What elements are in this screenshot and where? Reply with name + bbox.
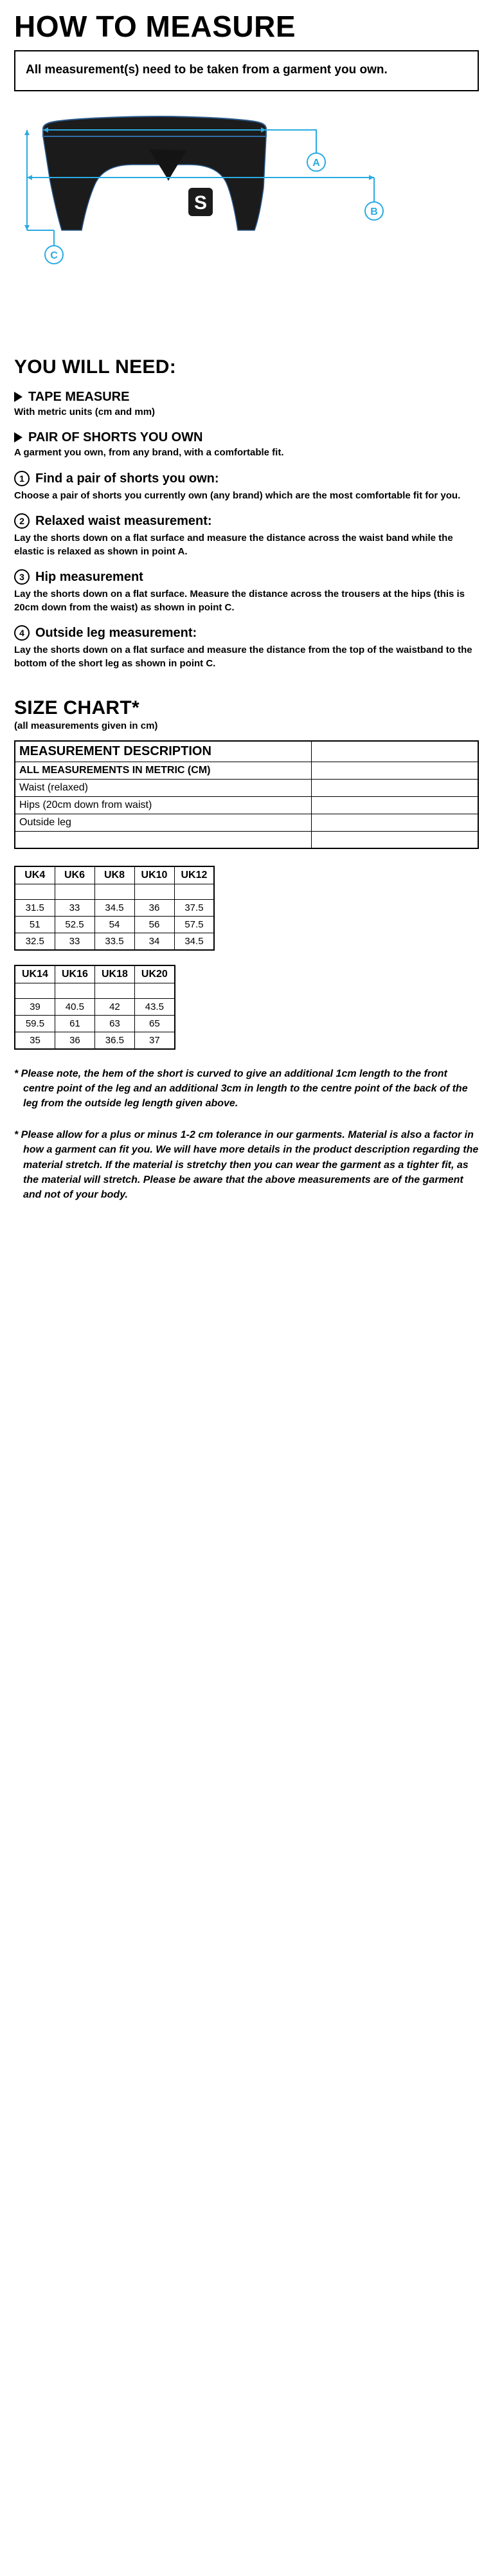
step-number: 2 [14, 513, 30, 529]
step-body: Choose a pair of shorts you currently own (any brand) which are the most comfortable fit for you. [14, 490, 461, 502]
table-row [15, 983, 175, 998]
size-cell [94, 983, 134, 998]
desc-table-subheader-spacer [311, 762, 478, 780]
size-cell: 33 [55, 933, 94, 950]
size-cell: 34.5 [94, 899, 134, 916]
svg-text:B: B [370, 206, 378, 217]
page-title: HOW TO MEASURE [14, 10, 296, 43]
step-1 [14, 471, 479, 502]
size-cell: 54 [94, 916, 134, 933]
shorts-diagram [14, 111, 479, 329]
size-cell: 32.5 [15, 933, 55, 950]
triangle-bullet-icon [14, 392, 22, 402]
table-row [15, 965, 175, 983]
size-cell [55, 884, 94, 899]
table-row [15, 899, 214, 916]
label-a [307, 153, 325, 171]
table-row [15, 780, 478, 797]
size-cell: 61 [55, 1015, 94, 1032]
table-row [15, 998, 175, 1015]
size-cell: 57.5 [174, 916, 214, 933]
step-title: Hip measurement [35, 569, 143, 584]
desc-row-label [15, 832, 311, 848]
shorts-diagram-svg [14, 111, 479, 329]
size-cell: 36 [55, 1032, 94, 1049]
table-row [15, 1032, 175, 1049]
intro-text: All measurement(s) need to be taken from a garment you own. [26, 63, 388, 77]
size-cell: 51 [15, 916, 55, 933]
size-cell: 56 [134, 916, 174, 933]
size-table-uk14-uk20 [14, 965, 175, 1050]
size-cell [134, 983, 174, 998]
step-title: Outside leg measurement: [35, 625, 197, 640]
size-cell: 36 [134, 899, 174, 916]
size-cell [94, 884, 134, 899]
step-2 [14, 513, 479, 558]
size-cell: 39 [15, 998, 55, 1015]
size-header: UK20 [134, 965, 174, 983]
desc-row-label: Outside leg [15, 814, 311, 832]
size-cell: 33.5 [94, 933, 134, 950]
triangle-bullet-icon [14, 432, 22, 443]
size-header: UK10 [134, 866, 174, 884]
size-header: UK8 [94, 866, 134, 884]
need-item-sub: A garment you own, from any brand, with a comfortable fit. [14, 446, 284, 458]
size-cell: 35 [15, 1032, 55, 1049]
you-will-need-heading: YOU WILL NEED: [14, 356, 176, 378]
size-cell: 40.5 [55, 998, 94, 1015]
size-cell [55, 983, 94, 998]
table-row [15, 916, 214, 933]
table-row [15, 762, 478, 780]
label-c [45, 246, 63, 264]
desc-table-subheader: ALL MEASUREMENTS IN METRIC (CM) [15, 762, 311, 780]
size-cell: 59.5 [15, 1015, 55, 1032]
desc-table-header: MEASUREMENT DESCRIPTION [15, 741, 311, 762]
step-number: 1 [14, 471, 30, 486]
step-number: 4 [14, 625, 30, 641]
step-title: Find a pair of shorts you own: [35, 471, 219, 486]
brand-mark: S [193, 192, 208, 214]
table-row [15, 933, 214, 950]
size-cell: 34.5 [174, 933, 214, 950]
size-cell [134, 884, 174, 899]
size-cell: 31.5 [15, 899, 55, 916]
size-header: UK6 [55, 866, 94, 884]
page-root [0, 12, 493, 1202]
size-cell: 65 [134, 1015, 174, 1032]
size-cell: 63 [94, 1015, 134, 1032]
size-chart-subheading: (all measurements given in cm) [14, 720, 158, 732]
step-body: Lay the shorts down on a flat surface. Measure the distance across the trousers at the hips (this is 20cm down from the waist) as shown in point C. [14, 589, 465, 614]
size-cell: 52.5 [55, 916, 94, 933]
size-cell [174, 884, 214, 899]
size-cell: 37 [134, 1032, 174, 1049]
desc-table-header-spacer [311, 741, 478, 762]
size-cell: 43.5 [134, 998, 174, 1015]
table-row [15, 741, 478, 762]
table-row [15, 797, 478, 814]
need-item-label: TAPE MEASURE [28, 389, 130, 404]
size-cell [15, 884, 55, 899]
desc-row-label: Hips (20cm down from waist) [15, 797, 311, 814]
label-b [365, 202, 383, 220]
svg-text:A: A [312, 157, 320, 169]
table-row [15, 814, 478, 832]
size-cell: 34 [134, 933, 174, 950]
desc-row-value [311, 780, 478, 797]
desc-row-value [311, 832, 478, 848]
svg-text:C: C [50, 250, 58, 261]
need-item-shorts [14, 430, 479, 459]
desc-row-value [311, 814, 478, 832]
intro-box [14, 50, 479, 91]
need-item-sub: With metric units (cm and mm) [14, 406, 156, 417]
step-body: Lay the shorts down on a flat surface and measure the distance across the waist band while the elastic is relaxed as shown in point A. [14, 533, 453, 558]
desc-row-label: Waist (relaxed) [15, 780, 311, 797]
step-3 [14, 569, 479, 614]
size-header: UK16 [55, 965, 94, 983]
size-header: UK18 [94, 965, 134, 983]
size-table-uk4-uk12 [14, 866, 215, 951]
table-row [15, 884, 214, 899]
size-cell: 37.5 [174, 899, 214, 916]
size-header: UK12 [174, 866, 214, 884]
step-number: 3 [14, 569, 30, 585]
size-cell: 36.5 [94, 1032, 134, 1049]
shorts-illustration [43, 116, 266, 230]
step-title: Relaxed waist measurement: [35, 513, 212, 528]
table-row [15, 832, 478, 848]
note-hem: * Please note, the hem of the short is curved to give an additional 1cm length to the front centre point of the leg and an additional 3cm in length to the centre point of the back of the leg from the outside leg length given above. [14, 1068, 468, 1110]
size-cell [15, 983, 55, 998]
note-tolerance: * Please allow for a plus or minus 1-2 cm tolerance in our garments. Material is also a factor in how a garment can fit you. We will have more details in the product description regarding the material stretch. If the material is stretchy then you can wear the garment as a tighter fit, as the material will stretch. Please be aware that the above measurements are of the garment and not of your body. [14, 1129, 479, 1200]
measurement-description-table [14, 740, 479, 849]
step-4 [14, 625, 479, 670]
need-item-tape-measure [14, 390, 479, 419]
table-row [15, 866, 214, 884]
size-header: UK14 [15, 965, 55, 983]
table-row [15, 1015, 175, 1032]
size-cell: 42 [94, 998, 134, 1015]
size-chart-heading: SIZE CHART* [14, 697, 139, 719]
size-header: UK4 [15, 866, 55, 884]
size-cell: 33 [55, 899, 94, 916]
need-item-label: PAIR OF SHORTS YOU OWN [28, 430, 203, 444]
desc-row-value [311, 797, 478, 814]
step-body: Lay the shorts down on a flat surface and measure the distance from the top of the waistband to the bottom of the short leg as shown in point C. [14, 644, 472, 670]
